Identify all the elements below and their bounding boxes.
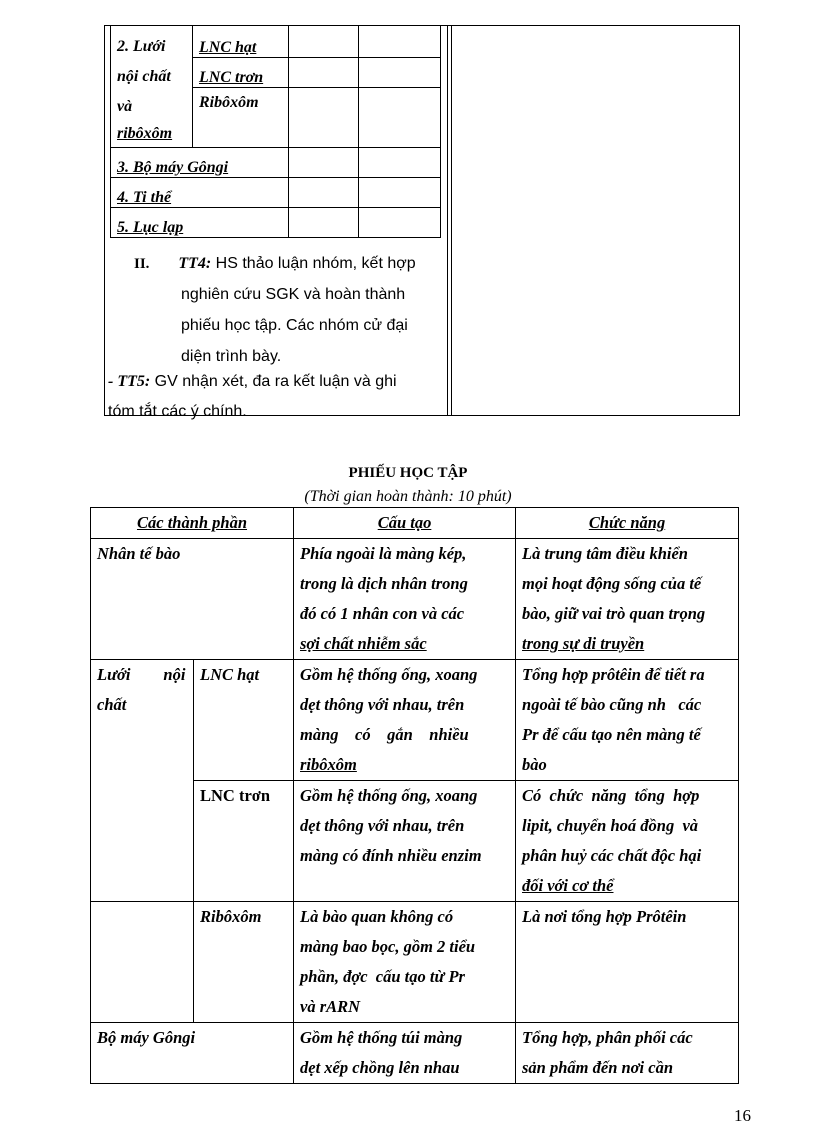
- blank-cell: [289, 148, 359, 178]
- text-line: Tổng hợp, phân phối các: [522, 1028, 693, 1047]
- text-line: sợi chất nhiễm sắc: [300, 634, 427, 653]
- component-er: [91, 660, 194, 902]
- tt5-text-1: GV nhận xét, đa ra kết luận và ghi: [154, 373, 397, 390]
- worksheet-title: PHIẾU HỌC TẬP: [348, 465, 468, 481]
- organelle-cell-er: [111, 26, 193, 148]
- sub-ribosome: Ribôxôm: [193, 88, 289, 148]
- organelle-er-line4: ribôxôm: [117, 125, 173, 142]
- organelle-mito: 4. Ti thể: [111, 178, 289, 208]
- text-line: Tổng hợp prôtêin để tiết ra: [522, 665, 705, 684]
- blank-cell: [289, 208, 359, 238]
- text-line: Là trung tâm điều khiển: [522, 544, 688, 563]
- tt4-text-1: HS thảo luận nhóm, kết hợp: [215, 255, 416, 272]
- text-line: Lưới nội: [97, 665, 186, 684]
- text-line: phân huỷ các chất độc hại: [522, 846, 702, 865]
- blank-cell: [359, 208, 441, 238]
- organelle-golgi: 3. Bộ máy Gôngi: [111, 148, 289, 178]
- structure-lnc-tron: [294, 781, 516, 902]
- text-line: trong sự di truyền: [522, 634, 645, 653]
- blank-cell: [359, 148, 441, 178]
- text-line: dẹt xếp chồng lên nhau: [300, 1058, 460, 1077]
- text-line: đó có 1 nhân con và các: [300, 604, 465, 623]
- worksheet-table: [90, 507, 739, 1084]
- structure-ribosome: [294, 902, 516, 1023]
- blank-cell: [289, 178, 359, 208]
- text-line: Là bào quan không có: [300, 907, 454, 926]
- tt4-text-2: nghiên cứu SGK và hoàn thành: [181, 286, 406, 303]
- tt5-label: - TT5:: [108, 373, 151, 390]
- worksheet-subtitle: (Thời gian hoàn thành: 10 phút): [304, 488, 512, 505]
- header-structure: Cấu tạo: [294, 508, 516, 539]
- text-line: đối với cơ thể: [522, 876, 614, 895]
- sub-lnc-hat-main: LNC hạt: [194, 660, 294, 781]
- text-line: chất: [97, 695, 127, 714]
- text-line: bào: [522, 755, 547, 774]
- text-line: dẹt thông với nhau, trên: [300, 816, 465, 835]
- blank-cell: [359, 26, 441, 58]
- organelle-er-line2: nội chất: [117, 68, 171, 85]
- function-lnc-hat: [516, 660, 739, 781]
- tt4-text-3: phiếu học tập. Các nhóm cử đại: [181, 317, 408, 334]
- text-line: màng có gắn nhiều: [300, 725, 469, 744]
- text-line: Phía ngoài là màng kép,: [300, 544, 467, 563]
- text-line: mọi hoạt động sống của tế: [522, 574, 702, 593]
- sub-lnc-tron-main: LNC trơn: [194, 781, 294, 902]
- function-lnc-tron: [516, 781, 739, 902]
- function-golgi: [516, 1023, 739, 1084]
- text-line: Là nơi tổng hợp Prôtêin: [522, 907, 687, 926]
- blank-cell: [359, 88, 441, 148]
- sub-ribosome-main: Ribôxôm: [194, 902, 294, 1023]
- text-line: Pr để cấu tạo nên màng tế: [522, 725, 701, 744]
- text-line: Gồm hệ thống ống, xoang: [300, 786, 478, 805]
- blank-cell: [359, 58, 441, 88]
- text-line: sản phẩm đến nơi cần: [522, 1058, 673, 1077]
- sub-lnc-tron: LNC trơn: [193, 58, 289, 88]
- organelle-er-line1: 2. Lưới: [117, 38, 166, 55]
- text-line: ngoài tế bào cũng nh các: [522, 695, 702, 714]
- top-table-divider: [447, 25, 452, 416]
- text-line: màng bao bọc, gồm 2 tiểu: [300, 937, 476, 956]
- page-number: 16: [734, 1106, 751, 1125]
- text-line: lipit, chuyển hoá đồng và: [522, 816, 699, 835]
- blank-cell: [289, 58, 359, 88]
- text-line: ribôxôm: [300, 755, 357, 774]
- text-line: Gồm hệ thống túi màng: [300, 1028, 463, 1047]
- sub-lnc-hat: LNC hạt: [193, 26, 289, 58]
- component-nucleus: Nhân tế bào: [91, 539, 294, 660]
- text-line: màng có đính nhiều enzim: [300, 846, 482, 865]
- function-ribosome: [516, 902, 739, 1023]
- component-blank: [91, 902, 194, 1023]
- text-line: Gồm hệ thống ống, xoang: [300, 665, 478, 684]
- structure-golgi: [294, 1023, 516, 1084]
- component-golgi: Bộ máy Gôngi: [91, 1023, 294, 1084]
- organelle-er-line3: và: [117, 98, 133, 115]
- organelle-grid: [110, 25, 441, 238]
- header-function: Chức năng: [516, 508, 739, 539]
- tt4-text-4: diện trình bày.: [181, 348, 282, 365]
- text-line: dẹt thông với nhau, trên: [300, 695, 465, 714]
- tt5-text-2: tóm tắt các ý chính.: [108, 403, 247, 420]
- text-line: Có chức năng tổng hợp: [522, 786, 700, 805]
- function-nucleus: [516, 539, 739, 660]
- text-line: bào, giữ vai trò quan trọng: [522, 604, 706, 623]
- para-tt4-line1: [134, 248, 416, 280]
- structure-nucleus: [294, 539, 516, 660]
- blank-cell: [289, 88, 359, 148]
- text-line: trong là dịch nhân trong: [300, 574, 468, 593]
- text-line: và rARN: [300, 997, 361, 1016]
- tt4-label: TT4:: [178, 255, 212, 272]
- blank-cell: [359, 178, 441, 208]
- organelle-chloro: 5. Lục lạp: [111, 208, 289, 238]
- text-line: phần, đợc cấu tạo từ Pr: [300, 967, 465, 986]
- header-components: Các thành phần: [91, 508, 294, 539]
- structure-lnc-hat: [294, 660, 516, 781]
- para-tt5-line1: [108, 366, 397, 397]
- blank-cell: [289, 26, 359, 58]
- roman-marker: II.: [134, 256, 150, 272]
